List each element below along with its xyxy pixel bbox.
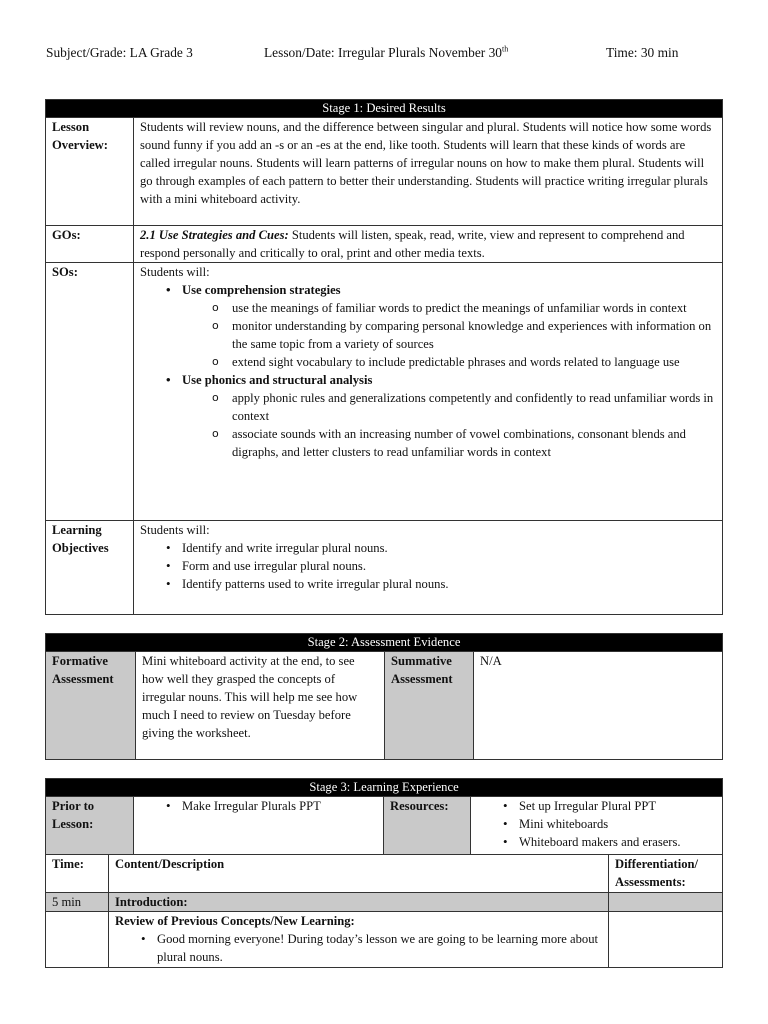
stage2-title: Stage 2: Assessment Evidence bbox=[46, 634, 723, 652]
sos-intro: Students will: bbox=[140, 265, 210, 279]
list-item: o apply phonic rules and generalizations competently and confidently to read unfamiliar words in context bbox=[210, 389, 716, 425]
learning-objectives-cell bbox=[134, 521, 723, 615]
list-item: • Good morning everyone! During today’s lesson we are going to be learning more about plural nouns. bbox=[135, 930, 602, 966]
lesson-date-suffix: th bbox=[502, 44, 509, 54]
list-item: o associate sounds with an increasing number of vowel combinations, consonant blends and digraphs, and letter clusters to read unfamiliar words in context bbox=[210, 425, 716, 461]
lesson-time: Time: 30 min bbox=[606, 45, 679, 60]
list-item: • Whiteboard makers and erasers. bbox=[497, 833, 716, 851]
row2-diff bbox=[609, 912, 723, 968]
row1-time: 5 min bbox=[46, 893, 109, 912]
sos-group1-heading: • Use comprehension strategies bbox=[160, 281, 716, 299]
row2-list bbox=[115, 930, 602, 966]
lesson-header bbox=[46, 44, 746, 66]
lesson-overview-text: Students will review nouns, and the difference between singular and plural. Students will notice how some words sound funny if you add an -s or an -es at the end, like tooth. Students will learn that these kinds of words are called irregular nouns. Students will learn patterns of irregular nouns on how to make them plural. Students will go through examples of each pattern to better their understanding. Students will practice writing irregular plurals with a mini whiteboard activity. bbox=[134, 118, 723, 226]
row1-diff bbox=[609, 893, 723, 912]
list-item: • Identify patterns used to write irregular plural nouns. bbox=[160, 575, 716, 593]
prior-cell bbox=[134, 797, 384, 855]
subject-grade: Subject/Grade: LA Grade 3 bbox=[46, 45, 193, 60]
stage1-title: Stage 1: Desired Results bbox=[46, 100, 723, 118]
formative-label: Formative Assessment bbox=[46, 652, 136, 760]
list-item: • Make Irregular Plurals PPT bbox=[160, 797, 377, 815]
list-item: • Mini whiteboards bbox=[497, 815, 716, 833]
gos-strategy-title: 2.1 Use Strategies and Cues: bbox=[140, 228, 289, 242]
summative-text: N/A bbox=[474, 652, 723, 760]
row2-content bbox=[109, 912, 609, 968]
sos-label: SOs: bbox=[46, 263, 134, 521]
col-time-header: Time: bbox=[46, 855, 109, 893]
list-item: • Set up Irregular Plural PPT bbox=[497, 797, 716, 815]
prior-list bbox=[140, 797, 377, 815]
sos-group2-items bbox=[140, 389, 716, 461]
col-diff-header: Differentiation/ Assessments: bbox=[609, 855, 723, 893]
stage3-table bbox=[45, 778, 723, 968]
learning-objectives-label: Learning Objectives bbox=[46, 521, 134, 615]
row2-time bbox=[46, 912, 109, 968]
row2-heading: Review of Previous Concepts/New Learning: bbox=[115, 914, 355, 928]
stage1-table bbox=[45, 99, 723, 615]
stage2-table bbox=[45, 633, 723, 760]
sos-group1-items bbox=[140, 299, 716, 371]
row1-content: Introduction: bbox=[109, 893, 609, 912]
summative-label: Summative Assessment bbox=[385, 652, 474, 760]
lesson-overview-label: Lesson Overview: bbox=[46, 118, 134, 226]
sos-group2-list bbox=[140, 371, 716, 389]
list-item: o use the meanings of familiar words to predict the meanings of unfamiliar words in context bbox=[210, 299, 716, 317]
list-item: • Form and use irregular plural nouns. bbox=[160, 557, 716, 575]
gos-text: Students will listen, speak, read, write, view and represent to comprehend and respond personally and critically to oral, print and other media texts. bbox=[140, 228, 685, 260]
prior-label: Prior to Lesson: bbox=[46, 797, 134, 855]
list-item: o monitor understanding by comparing personal knowledge and experiences with information on the same topic from a variety of sources bbox=[210, 317, 716, 353]
list-item: • Identify and write irregular plural nouns. bbox=[160, 539, 716, 557]
gos-cell bbox=[134, 226, 723, 263]
objectives-intro: Students will: bbox=[140, 523, 210, 537]
resources-list bbox=[477, 797, 716, 851]
resources-cell bbox=[471, 797, 723, 855]
stage3-title: Stage 3: Learning Experience bbox=[46, 779, 723, 797]
list-item: o extend sight vocabulary to include predictable phrases and words related to language use bbox=[210, 353, 716, 371]
lesson-date-text: Lesson/Date: Irregular Plurals November 30 bbox=[264, 45, 502, 60]
col-content-header: Content/Description bbox=[109, 855, 609, 893]
sos-group1-list bbox=[140, 281, 716, 299]
sos-group2-heading: • Use phonics and structural analysis bbox=[160, 371, 716, 389]
gos-label: GOs: bbox=[46, 226, 134, 263]
lesson-date bbox=[264, 44, 508, 62]
sos-cell bbox=[134, 263, 723, 521]
resources-label: Resources: bbox=[384, 797, 471, 855]
objectives-list bbox=[140, 539, 716, 593]
formative-text: Mini whiteboard activity at the end, to see how well they grasped the concepts of irregular nouns. This will help me see how much I need to review on Tuesday before giving the worksheet. bbox=[136, 652, 385, 760]
